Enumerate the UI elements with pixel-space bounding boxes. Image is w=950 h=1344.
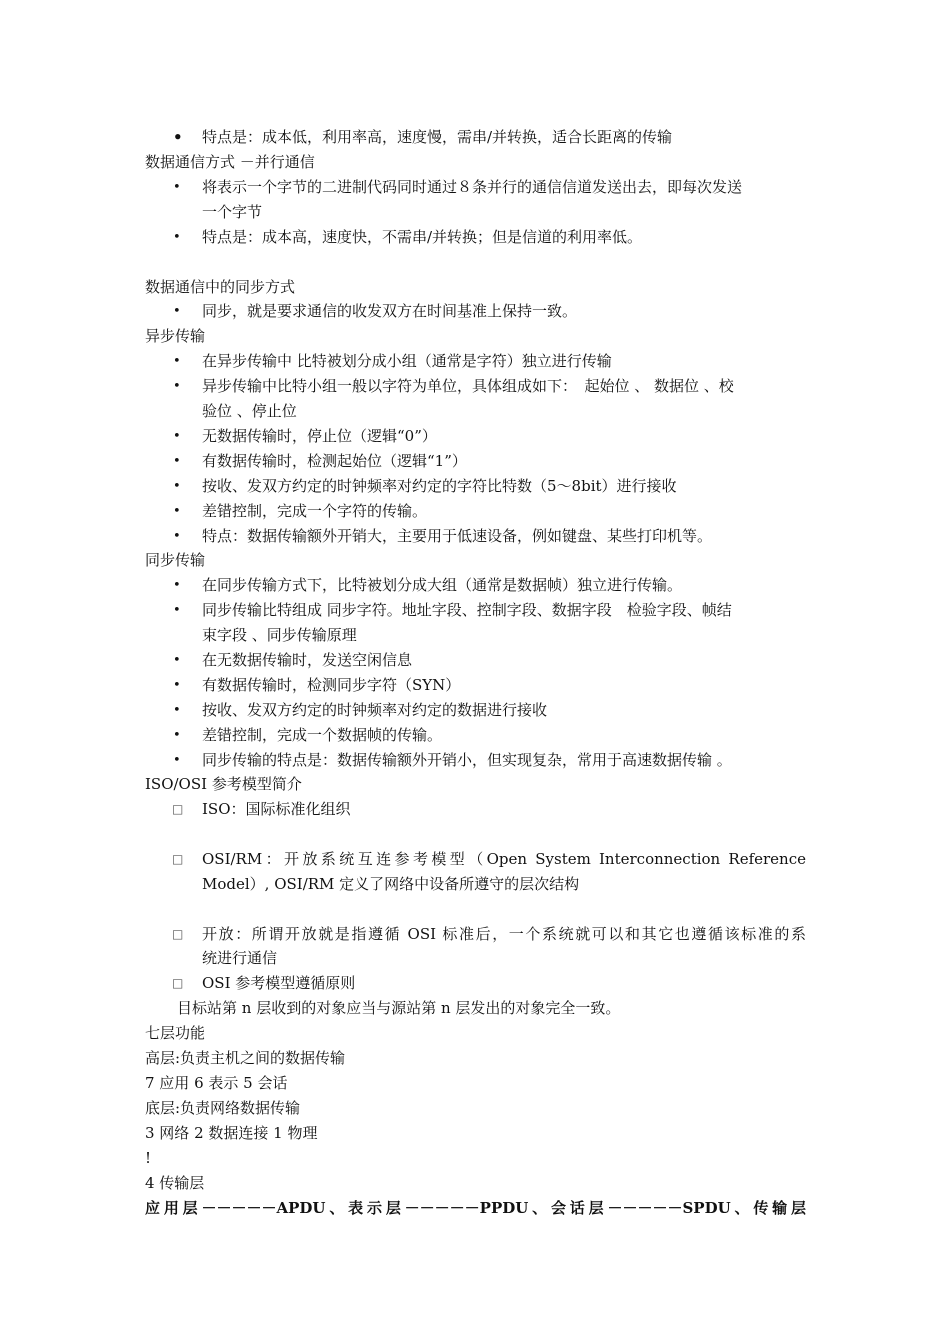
bullet-icon: • — [173, 653, 181, 668]
bullet-icon: • — [173, 304, 181, 319]
list-item: 在异步传输中 比特被划分成小组（通常是字符）独立进行传输 — [202, 352, 612, 370]
list-item: 在无数据传输时，发送空闲信息 — [202, 651, 413, 669]
list-item: 有数据传输时，检测起始位（逻辑“1”） — [202, 452, 467, 470]
paragraph: 数据通信方式 －并行通信 — [145, 153, 315, 171]
list-item: 差错控制，完成一个数据帧的传输。 — [202, 726, 443, 744]
indented-paragraph: 目标站第 n 层收到的对象应当与源站第 n 层发出的对象完全一致。 — [177, 999, 621, 1017]
paragraph: 7 应用 6 表示 5 会话 — [145, 1074, 288, 1092]
paragraph: 底层:负责网络数据传输 — [145, 1099, 301, 1117]
list-item: 按收、发双方约定的时钟频率对约定的字符比特数（5～8bit）进行接收 — [202, 477, 677, 495]
bullet-icon: • — [173, 703, 181, 718]
list-item: ISO：国际标准化组织 — [202, 800, 351, 818]
list-item: 异步传输中比特小组一般以字符为单位，具体组成如下： 起始位 、 数据位 、校 — [202, 377, 734, 395]
bullet-icon: • — [173, 678, 181, 693]
list-item: 无数据传输时，停止位（逻辑“0”） — [202, 427, 437, 445]
paragraph: ! — [145, 1149, 152, 1167]
bullet-icon: • — [173, 379, 181, 394]
list-item: 同步传输比特组成 同步字符。地址字段、控制字段、数据字段 检验字段、帧结 — [202, 601, 732, 619]
list-item: OSI/RM：开放系统互连参考模型（Open System Interconnection Reference — [202, 850, 806, 868]
paragraph: 七层功能 — [145, 1024, 206, 1042]
square-bullet-icon: □ — [172, 927, 184, 941]
bullet-icon: • — [173, 230, 181, 245]
paragraph: 4 传输层 — [145, 1174, 205, 1192]
list-item-continuation: 统进行通信 — [202, 949, 278, 967]
bullet-icon: • — [173, 479, 181, 494]
list-item: 特点：数据传输额外开销大，主要用于低速设备，例如键盘、某些打印机等。 — [202, 527, 713, 545]
list-item: 同步，就是要求通信的收发双方在时间基准上保持一致。 — [202, 302, 578, 320]
list-item-continuation: 一个字节 — [202, 203, 263, 221]
paragraph: 同步传输 — [145, 551, 206, 569]
square-bullet-icon: □ — [172, 802, 184, 816]
bullet-icon: • — [173, 454, 181, 469]
square-bullet-icon: □ — [172, 976, 184, 990]
paragraph: 异步传输 — [145, 327, 206, 345]
list-item-continuation: Model）, OSI/RM 定义了网络中设备所遵守的层次结构 — [202, 875, 580, 893]
paragraph: ISO/OSI 参考模型简介 — [145, 775, 302, 793]
bullet-icon: • — [173, 128, 183, 146]
bullet-icon: • — [173, 753, 181, 768]
list-item: 在同步传输方式下，比特被划分成大组（通常是数据帧）独立进行传输。 — [202, 576, 683, 594]
list-item: 特点是：成本高，速度快，不需串/并转换；但是信道的利用率低。 — [202, 228, 643, 246]
list-item: 开放：所谓开放就是指遵循 OSI 标准后，一个系统就可以和其它也遵循该标准的系 — [202, 925, 806, 943]
list-item: 差错控制，完成一个字符的传输。 — [202, 502, 428, 520]
square-bullet-icon: □ — [172, 852, 184, 866]
bullet-icon: • — [173, 504, 181, 519]
paragraph: 数据通信中的同步方式 — [145, 278, 296, 296]
list-item: 将表示一个字节的二进制代码同时通过８条并行的通信信道发送出去，即每次发送 — [202, 178, 743, 196]
list-item: 同步传输的特点是：数据传输额外开销小，但实现复杂，常用于高速数据传输 。 — [202, 751, 732, 769]
layer-pdu-line: 应用层－－－－－APDU、表示层－－－－－PPDU、会话层－－－－－SPDU、传输层 — [145, 1199, 806, 1217]
paragraph: 高层:负责主机之间的数据传输 — [145, 1049, 346, 1067]
bullet-icon: • — [173, 578, 181, 593]
bullet-icon: • — [173, 429, 181, 444]
bullet-icon: • — [173, 529, 181, 544]
list-item: OSI 参考模型遵循原则 — [202, 974, 356, 992]
bullet-icon: • — [173, 180, 181, 195]
list-item: 按收、发双方约定的时钟频率对约定的数据进行接收 — [202, 701, 548, 719]
list-item: 有数据传输时，检测同步字符（SYN） — [202, 676, 461, 694]
list-item: 特点是：成本低，利用率高，速度慢，需串/并转换，适合长距离的传输 — [202, 128, 673, 146]
bullet-icon: • — [173, 354, 181, 369]
bullet-icon: • — [173, 728, 181, 743]
list-item-continuation: 束字段 、同步传输原理 — [202, 626, 357, 644]
paragraph: 3 网络 2 数据连接 1 物理 — [145, 1124, 318, 1142]
bullet-icon: • — [173, 603, 181, 618]
list-item-continuation: 验位 、停止位 — [202, 402, 297, 420]
